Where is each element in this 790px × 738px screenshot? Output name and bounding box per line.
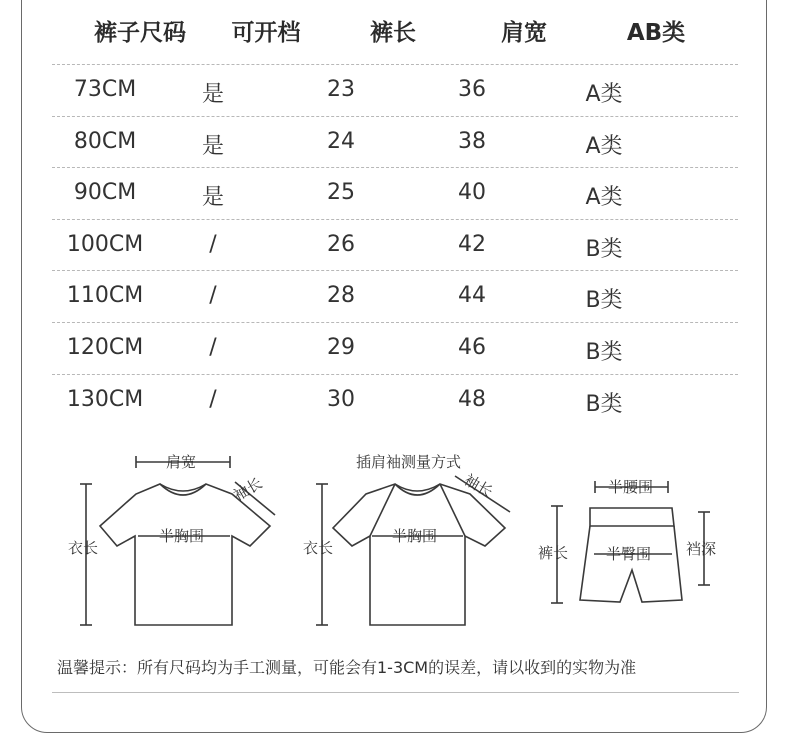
cell-open: / bbox=[209, 283, 217, 309]
cell-size: 100CM bbox=[66, 231, 144, 257]
cell-shoulder: 44 bbox=[458, 283, 486, 309]
tshirt-sleeve-label: 袖长 bbox=[230, 474, 266, 505]
cell-length: 24 bbox=[327, 128, 355, 154]
cell-size: 120CM bbox=[66, 334, 144, 360]
shorts-length-label: 裤长 bbox=[538, 544, 569, 562]
shorts-hip-label: 半臀围 bbox=[606, 545, 652, 563]
table-header bbox=[0, 14, 790, 48]
cell-size: 90CM bbox=[73, 180, 137, 206]
raglan-tshirt-diagram-icon bbox=[316, 476, 510, 625]
tshirt-length-label: 衣长 bbox=[68, 539, 99, 557]
table-row bbox=[52, 270, 738, 322]
cell-shoulder: 42 bbox=[458, 231, 486, 257]
cell-type: A类 bbox=[585, 133, 623, 159]
tshirt-chest-label: 半胸围 bbox=[159, 527, 205, 545]
tip-text: 温馨提示：所有尺码均为手工测量，可能会有1-3CM的误差，请以收到的实物为准 bbox=[57, 658, 637, 677]
tip-divider bbox=[52, 692, 739, 693]
cell-length: 30 bbox=[327, 386, 355, 412]
raglan-chest-label: 半胸围 bbox=[392, 527, 438, 545]
cell-length: 25 bbox=[327, 180, 355, 206]
size-table bbox=[0, 64, 790, 425]
header-length: 裤长 bbox=[370, 20, 416, 46]
cell-open: / bbox=[209, 231, 217, 257]
raglan-sleeve-label: 袖长 bbox=[461, 470, 497, 502]
cell-size: 80CM bbox=[73, 128, 137, 154]
header-size: 裤子尺码 bbox=[94, 20, 186, 46]
cell-type: B类 bbox=[585, 391, 623, 417]
raglan-length-label: 衣长 bbox=[303, 539, 334, 557]
table-row bbox=[52, 374, 738, 426]
cell-type: B类 bbox=[585, 236, 623, 262]
cell-open: 是 bbox=[201, 82, 225, 107]
table-row bbox=[52, 116, 738, 168]
cell-type: A类 bbox=[585, 185, 623, 211]
cell-size: 110CM bbox=[66, 283, 144, 309]
header-open: 可开档 bbox=[231, 20, 301, 46]
cell-type: B类 bbox=[585, 288, 623, 314]
header-shoulder: 肩宽 bbox=[501, 20, 547, 46]
cell-size: 73CM bbox=[73, 77, 137, 102]
cell-open: 是 bbox=[201, 185, 225, 211]
cell-length: 29 bbox=[327, 334, 355, 360]
shorts-waist-label: 半腰围 bbox=[608, 478, 654, 496]
cell-open: / bbox=[209, 386, 217, 412]
cell-shoulder: 36 bbox=[458, 77, 486, 102]
cell-open: / bbox=[209, 334, 217, 360]
cell-shoulder: 40 bbox=[458, 180, 486, 206]
header-type: AB类 bbox=[626, 20, 686, 46]
cell-shoulder: 46 bbox=[458, 334, 486, 360]
raglan-title: 插肩袖测量方式 bbox=[356, 453, 462, 471]
cell-open: 是 bbox=[201, 133, 225, 159]
cell-size: 130CM bbox=[66, 386, 144, 412]
shorts-rise-label: 裆深 bbox=[686, 540, 717, 558]
cell-type: A类 bbox=[585, 82, 623, 107]
cell-length: 23 bbox=[327, 77, 355, 102]
cell-shoulder: 38 bbox=[458, 128, 486, 154]
cell-shoulder: 48 bbox=[458, 386, 486, 412]
table-row bbox=[52, 322, 738, 374]
cell-length: 28 bbox=[327, 283, 355, 309]
cell-length: 26 bbox=[327, 231, 355, 257]
tshirt-shoulder-label: 肩宽 bbox=[166, 453, 197, 471]
table-row bbox=[52, 64, 738, 116]
table-row bbox=[52, 167, 738, 219]
cell-type: B类 bbox=[585, 339, 623, 365]
measurement-diagrams bbox=[0, 440, 790, 640]
table-row bbox=[52, 219, 738, 271]
